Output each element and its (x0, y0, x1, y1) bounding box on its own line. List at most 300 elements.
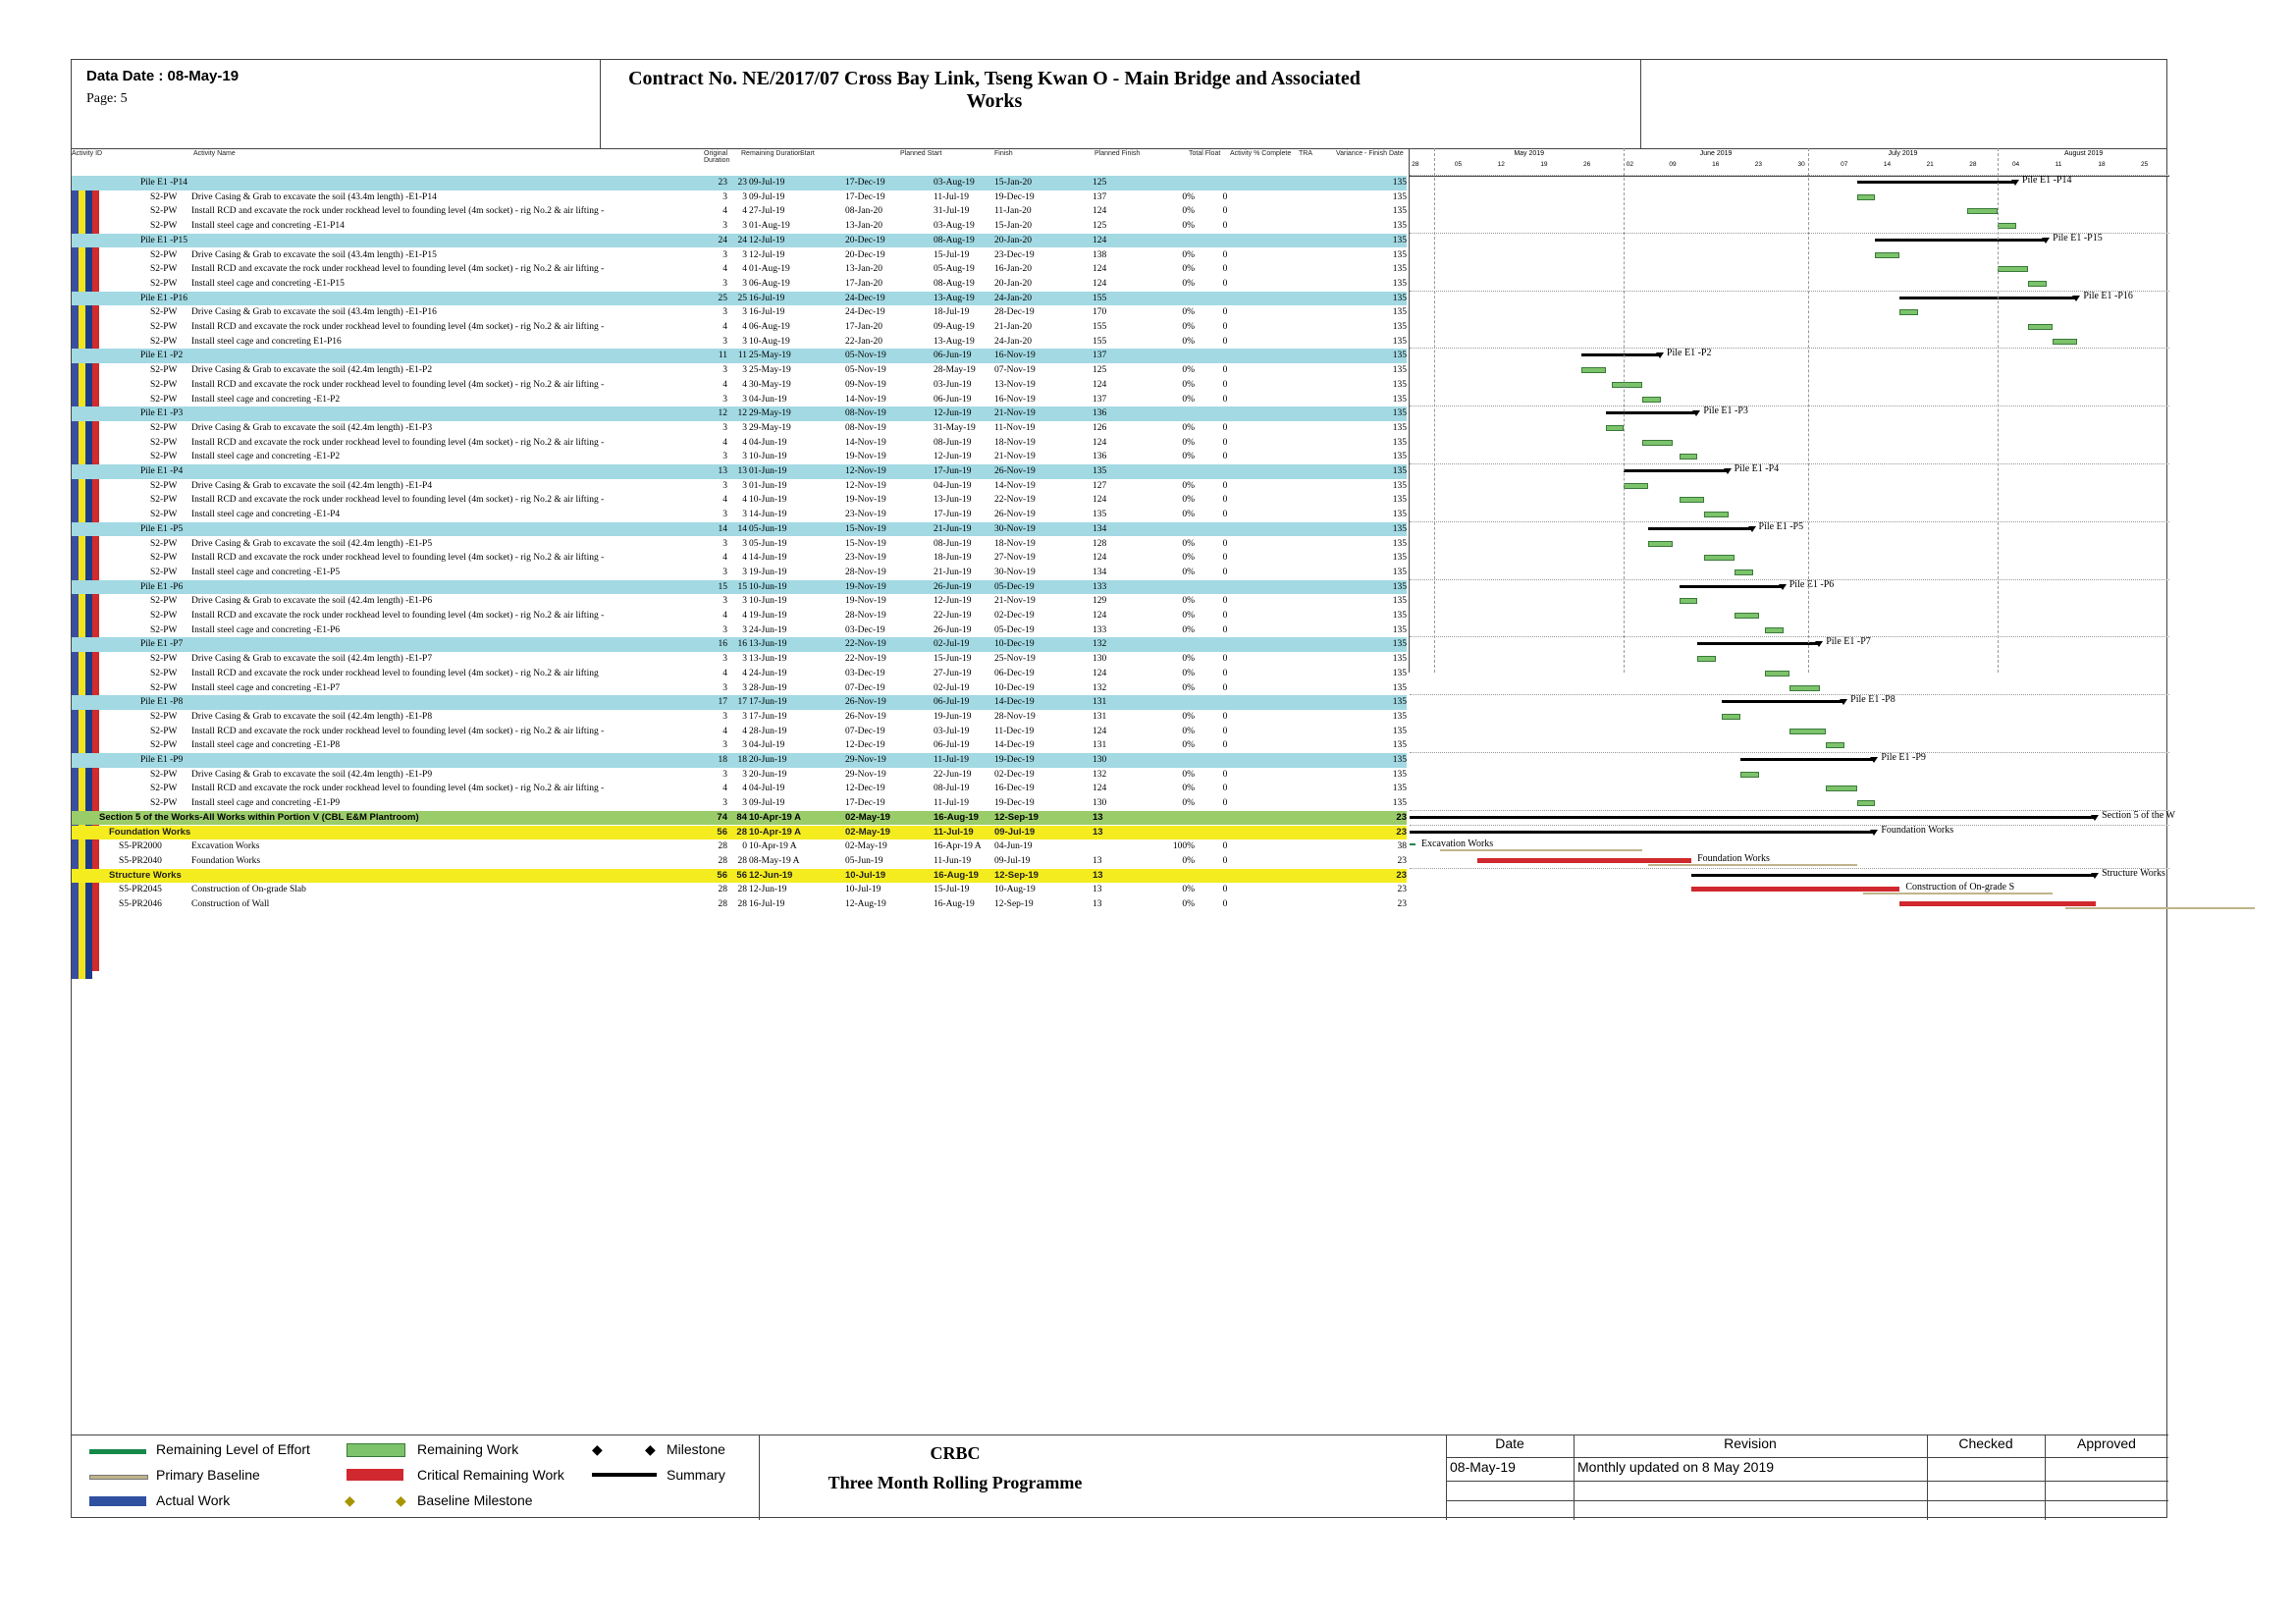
summary-bar[interactable] (1648, 527, 1752, 530)
summary-bar[interactable] (1680, 585, 1784, 588)
cell-rd: 3 (742, 394, 747, 405)
timeline-month: May 2019 (1514, 150, 1545, 157)
cell-fin: 19-Jun-19 (934, 711, 972, 722)
cell-pc: 0% (1182, 567, 1195, 577)
legend-milestone: Milestone (667, 1441, 725, 1457)
cell-pc: 0% (1182, 249, 1195, 260)
cell-od: 4 (722, 264, 727, 275)
cell-pc: 0% (1182, 899, 1195, 909)
col-header-remaining-duration[interactable]: Remaining Duration (741, 150, 802, 157)
timeline-week: 16 (1712, 161, 1720, 168)
cell-fin: 28-May-19 (934, 365, 976, 376)
table-row[interactable] (72, 537, 1407, 552)
summary-bar[interactable] (1722, 700, 1844, 703)
table-row[interactable] (72, 349, 1407, 363)
table-row[interactable] (72, 637, 1407, 652)
table-row[interactable] (72, 738, 1407, 753)
gantt-label: Pile E1 -P16 (2083, 290, 2133, 301)
table-row[interactable] (72, 450, 1407, 464)
remaining-work-bar[interactable] (1642, 440, 1673, 446)
table-row[interactable] (72, 753, 1407, 768)
actual-work-swatch (89, 1496, 146, 1506)
header-divider (1640, 60, 1641, 148)
cell-rd: 4 (742, 784, 747, 794)
table-row[interactable] (72, 305, 1407, 320)
subsection-name: Foundation Works (109, 826, 191, 838)
remaining-work-bar[interactable] (1704, 555, 1735, 561)
gantt-label: Pile E1 -P2 (1666, 348, 1712, 359)
activity-id: S2-PW (150, 365, 178, 376)
col-header-planned-start[interactable]: Planned Start (900, 150, 942, 157)
cell-start: 25-May-19 (749, 365, 791, 376)
table-row[interactable] (72, 609, 1407, 623)
cell-ps: 28-Nov-19 (845, 611, 886, 621)
remaining-work-bar[interactable] (1680, 497, 1704, 503)
cell-tf: 124 (1093, 495, 1107, 506)
table-row[interactable] (72, 826, 1407, 840)
summary-bar[interactable] (1410, 831, 1875, 834)
cell-ps: 12-Nov-19 (845, 466, 886, 476)
activity-id: S5-PR2040 (119, 855, 162, 866)
cell-pf: 02-Dec-19 (994, 611, 1035, 621)
cell-od: 4 (722, 322, 727, 332)
cell-var: 135 (1392, 452, 1407, 462)
remaining-work-bar[interactable] (1789, 685, 1820, 691)
summary-bar[interactable] (1624, 469, 1728, 472)
remaining-work-bar[interactable] (1765, 627, 1784, 633)
cell-rd: 25 (737, 293, 747, 303)
cell-rd: 3 (742, 711, 747, 722)
cell-rd: 4 (742, 206, 747, 217)
table-row[interactable] (72, 811, 1407, 826)
cell-rd: 3 (742, 596, 747, 607)
table-row[interactable] (72, 883, 1407, 897)
cell-ps: 15-Nov-19 (845, 538, 886, 549)
table-row[interactable] (72, 378, 1407, 393)
month-gridline (1624, 148, 1625, 673)
col-header-variance[interactable]: Variance - Finish Date (1336, 150, 1404, 157)
col-header-total-float[interactable]: Total Float (1189, 150, 1221, 157)
activity-name: Foundation Works (191, 855, 261, 866)
cell-od: 18 (718, 755, 727, 765)
cell-rd: 3 (742, 221, 747, 232)
table-row[interactable] (72, 436, 1407, 451)
cell-var: 135 (1392, 379, 1407, 390)
remaining-work-bar[interactable] (1789, 729, 1826, 734)
table-row[interactable] (72, 277, 1407, 292)
cell-start: 04-Jun-19 (749, 437, 787, 448)
cell-start: 09-Jul-19 (749, 191, 785, 202)
revision-header-date: Date (1495, 1435, 1524, 1451)
cell-ps: 22-Nov-19 (845, 639, 886, 650)
remaining-work-bar[interactable] (1967, 208, 1998, 214)
table-row[interactable] (72, 234, 1407, 248)
cell-pc: 0% (1182, 221, 1195, 232)
table-row[interactable] (72, 262, 1407, 277)
cell-tf: 125 (1093, 178, 1107, 188)
cell-var: 135 (1392, 798, 1407, 809)
cell-var: 135 (1392, 740, 1407, 751)
cell-tf: 127 (1093, 480, 1107, 491)
col-header-activity-name[interactable]: Activity Name (193, 150, 236, 157)
cell-fin: 16-Apr-19 A (934, 841, 982, 852)
cell-fin: 11-Jul-19 (934, 826, 974, 838)
cell-tra: 0 (1222, 784, 1228, 794)
cell-pc: 0% (1182, 596, 1195, 607)
cell-pf: 16-Nov-19 (994, 394, 1036, 405)
activity-name: Install RCD and excavate the rock under rockhead level to founding level (4m socket) - rig No.2 & air lifting - (191, 726, 605, 736)
timeline-week: 30 (1797, 161, 1805, 168)
cell-tra: 0 (1222, 855, 1228, 866)
summary-bar[interactable] (1899, 297, 2077, 299)
col-header-activity-id[interactable]: Activity ID (72, 150, 103, 157)
timeline-week: 28 (1412, 161, 1419, 168)
remaining-work-bar[interactable] (1648, 541, 1673, 547)
cell-tf: 137 (1093, 394, 1107, 405)
cell-ps: 23-Nov-19 (845, 553, 886, 564)
table-row[interactable] (72, 897, 1407, 912)
remaining-work-bar[interactable] (1680, 454, 1698, 460)
cell-ps: 09-Nov-19 (845, 379, 886, 390)
table-row[interactable] (72, 681, 1407, 696)
cell-tf: 131 (1093, 740, 1107, 751)
table-row[interactable] (72, 796, 1407, 811)
remaining-work-bar[interactable] (1899, 309, 1918, 315)
cell-fin: 05-Aug-19 (934, 264, 975, 275)
cell-fin: 13-Aug-19 (934, 293, 975, 303)
cell-tra: 0 (1222, 264, 1228, 275)
cell-pf: 09-Jul-19 (994, 855, 1031, 866)
cell-tf: 124 (1093, 668, 1107, 678)
table-row[interactable] (72, 839, 1407, 854)
cell-pf: 15-Jan-20 (994, 221, 1032, 232)
table-row[interactable] (72, 667, 1407, 681)
timeline-week: 04 (2011, 161, 2020, 168)
cell-tf: 132 (1093, 682, 1107, 693)
cell-od: 4 (722, 495, 727, 506)
activity-name: Drive Casing & Grab to excavate the soil (42.4m length) -E1-P3 (191, 422, 433, 433)
table-row[interactable] (72, 522, 1407, 537)
group-separator (1410, 636, 2169, 637)
cell-fin: 13-Jun-19 (934, 495, 972, 506)
cell-fin: 03-Jun-19 (934, 379, 972, 390)
remaining-work-bar[interactable] (1857, 800, 1876, 806)
cell-ps: 08-Nov-19 (845, 408, 886, 419)
cell-ps: 14-Nov-19 (845, 437, 886, 448)
col-header-original-duration[interactable]: Original Duration (704, 150, 730, 164)
cell-pf: 23-Dec-19 (994, 249, 1035, 260)
table-row[interactable] (72, 493, 1407, 508)
cell-tf: 13 (1093, 826, 1103, 838)
cell-od: 25 (718, 293, 727, 303)
cell-start: 16-Jul-19 (749, 293, 785, 303)
gantt-label: Section 5 of the W (2102, 809, 2175, 821)
cell-pf: 10-Dec-19 (994, 682, 1035, 693)
remaining-work-bar[interactable] (1581, 367, 1606, 373)
timeline-week: 09 (1669, 161, 1677, 168)
cell-start: 06-Aug-19 (749, 322, 790, 332)
col-header-percent-complete[interactable]: Activity % Complete (1230, 150, 1292, 157)
remaining-work-bar[interactable] (1998, 266, 2028, 272)
critical-remaining-work-bar[interactable] (1477, 858, 1691, 863)
summary-bar[interactable] (1875, 239, 2047, 242)
remaining-work-bar[interactable] (2053, 339, 2077, 345)
table-row[interactable] (72, 176, 1407, 190)
cell-start: 09-Jul-19 (749, 798, 785, 809)
cell-pf: 16-Nov-19 (994, 351, 1036, 361)
cell-od: 13 (718, 466, 727, 476)
table-row[interactable] (72, 768, 1407, 783)
cell-pf: 04-Jun-19 (994, 841, 1033, 852)
remaining-work-bar[interactable] (1606, 425, 1625, 431)
activity-name: Drive Casing & Grab to excavate the soil (42.4m length) -E1-P8 (191, 711, 433, 722)
cell-var: 135 (1392, 697, 1407, 708)
cell-pf: 12-Sep-19 (994, 869, 1039, 881)
table-row[interactable] (72, 363, 1407, 378)
cell-fin: 12-Jun-19 (934, 596, 972, 607)
cell-od: 12 (718, 408, 727, 419)
cell-tra: 0 (1222, 365, 1228, 376)
table-row[interactable] (72, 464, 1407, 479)
cell-od: 3 (722, 191, 727, 202)
table-row[interactable] (72, 869, 1407, 884)
table-row[interactable] (72, 335, 1407, 350)
table-row[interactable] (72, 479, 1407, 494)
timeline-month: August 2019 (2063, 150, 2104, 157)
cell-pf: 15-Jan-20 (994, 178, 1032, 188)
activity-name: Install steel cage and concreting -E1-P8 (191, 740, 341, 751)
cell-rd: 3 (742, 336, 747, 347)
activity-id: S2-PW (150, 798, 178, 809)
cell-ps: 19-Nov-19 (845, 495, 886, 506)
cell-tra: 0 (1222, 711, 1228, 722)
remaining-work-bar[interactable] (1740, 772, 1759, 778)
timeline-week: 14 (1883, 161, 1892, 168)
table-row[interactable] (72, 782, 1407, 796)
legend-remaining-level-of-effort: Remaining Level of Effort (156, 1441, 310, 1457)
activity-name: Install RCD and excavate the rock under rockhead level to founding level (4m socket) - rig No.2 & air lifting - (191, 611, 605, 621)
cell-rd: 13 (737, 466, 747, 476)
cell-fin: 21-Jun-19 (934, 523, 972, 534)
remaining-work-bar[interactable] (2028, 324, 2053, 330)
actual-work-bar[interactable] (1410, 843, 1415, 845)
cell-var: 135 (1392, 466, 1407, 476)
remaining-work-bar[interactable] (1722, 714, 1740, 720)
cell-ps: 10-Jul-19 (845, 885, 881, 895)
table-row[interactable] (72, 580, 1407, 595)
remaining-work-bar[interactable] (1680, 598, 1698, 604)
remaining-work-bar[interactable] (1735, 569, 1753, 575)
cell-start: 05-Jun-19 (749, 538, 787, 549)
cell-pf: 05-Dec-19 (994, 581, 1035, 592)
cell-ps: 17-Jan-20 (845, 322, 882, 332)
table-row[interactable] (72, 320, 1407, 335)
group-name: Pile E1 -P6 (140, 581, 184, 592)
cell-ps: 08-Jan-20 (845, 206, 882, 217)
cell-ps: 19-Nov-19 (845, 581, 886, 592)
activity-id: S2-PW (150, 538, 178, 549)
table-row[interactable] (72, 710, 1407, 725)
cell-tf: 155 (1093, 322, 1107, 332)
gantt-label: Pile E1 -P3 (1703, 406, 1748, 417)
critical-remaining-work-bar[interactable] (1691, 887, 1899, 892)
cell-od: 14 (718, 523, 727, 534)
cell-start: 12-Jun-19 (749, 885, 787, 895)
cell-var: 23 (1396, 826, 1407, 838)
cell-start: 01-Jun-19 (749, 466, 787, 476)
cell-pc: 0% (1182, 885, 1195, 895)
table-row[interactable] (72, 190, 1407, 205)
table-row[interactable] (72, 594, 1407, 609)
table-row[interactable] (72, 623, 1407, 638)
cell-pf: 19-Dec-19 (994, 191, 1035, 202)
cell-pf: 02-Dec-19 (994, 769, 1035, 780)
cell-fin: 12-Jun-19 (934, 408, 972, 419)
table-row[interactable] (72, 854, 1407, 869)
cell-pf: 22-Nov-19 (994, 495, 1036, 506)
remaining-work-bar[interactable] (1735, 613, 1759, 619)
cell-rd: 4 (742, 726, 747, 736)
remaining-work-bar[interactable] (2028, 281, 2047, 287)
summary-bar[interactable] (1606, 411, 1698, 414)
summary-bar[interactable] (1691, 874, 2096, 877)
gantt-chart (1409, 148, 2175, 893)
cell-pf: 21-Jan-20 (994, 322, 1032, 332)
cell-ps: 22-Nov-19 (845, 654, 886, 665)
revision-header-revision: Revision (1724, 1435, 1777, 1451)
table-row[interactable] (72, 421, 1407, 436)
cell-tra: 0 (1222, 553, 1228, 564)
table-row[interactable] (72, 219, 1407, 234)
activity-id: S2-PW (150, 624, 178, 635)
activity-name: Install steel cage and concreting -E1-P5 (191, 567, 341, 577)
cell-var: 135 (1392, 639, 1407, 650)
table-row[interactable] (72, 406, 1407, 421)
cell-rd: 11 (737, 351, 747, 361)
table-row[interactable] (72, 393, 1407, 407)
revision-rule (1446, 1500, 2168, 1501)
cell-ps: 17-Dec-19 (845, 178, 885, 188)
table-row[interactable] (72, 725, 1407, 739)
cell-tf: 137 (1093, 191, 1107, 202)
remaining-work-bar[interactable] (1697, 656, 1716, 662)
cell-fin: 09-Aug-19 (934, 322, 975, 332)
activity-name: Install steel cage and concreting E1-P16 (191, 336, 342, 347)
table-row[interactable] (72, 566, 1407, 580)
legend-remaining-work: Remaining Work (417, 1441, 519, 1457)
cell-fin: 08-Jun-19 (934, 538, 972, 549)
revision-header-approved: Approved (2077, 1435, 2136, 1451)
table-row[interactable] (72, 508, 1407, 522)
table-row[interactable] (72, 652, 1407, 667)
cell-rd: 4 (742, 437, 747, 448)
remaining-work-bar[interactable] (1998, 223, 2016, 229)
table-row[interactable] (72, 695, 1407, 710)
cell-rd: 4 (742, 553, 747, 564)
gantt-label: Pile E1 -P5 (1758, 520, 1804, 532)
summary-bar[interactable] (1581, 353, 1661, 356)
group-separator (1410, 752, 2169, 753)
remaining-work-bar[interactable] (1826, 785, 1856, 791)
cell-od: 3 (722, 221, 727, 232)
revision-date: 08-May-19 (1450, 1459, 1516, 1475)
cell-rd: 4 (742, 379, 747, 390)
timeline-week: 21 (1926, 161, 1934, 168)
cell-pf: 11-Dec-19 (994, 726, 1035, 736)
gantt-label: Pile E1 -P6 (1789, 578, 1835, 590)
table-row[interactable] (72, 292, 1407, 306)
remaining-work-bar[interactable] (1857, 194, 1876, 200)
cell-ps: 07-Dec-19 (845, 682, 885, 693)
col-header-tra[interactable]: TRA (1299, 150, 1312, 157)
cell-start: 19-Jun-19 (749, 567, 787, 577)
remaining-work-bar[interactable] (1826, 742, 1844, 748)
cell-tf: 125 (1093, 221, 1107, 232)
summary-bar[interactable] (1697, 642, 1820, 645)
cell-var: 23 (1397, 899, 1407, 909)
cell-tra: 0 (1222, 510, 1228, 520)
table-row[interactable] (72, 551, 1407, 566)
cell-tra: 0 (1222, 567, 1228, 577)
cell-start: 04-Jun-19 (749, 394, 787, 405)
cell-od: 28 (718, 841, 727, 852)
cell-pf: 21-Nov-19 (994, 596, 1036, 607)
cell-var: 23 (1397, 855, 1407, 866)
cell-pc: 0% (1182, 278, 1195, 289)
legend-critical-remaining-work: Critical Remaining Work (417, 1467, 564, 1483)
cell-pf: 10-Aug-19 (994, 885, 1036, 895)
col-header-planned-finish[interactable]: Planned Finish (1095, 150, 1141, 157)
activity-id: S2-PW (150, 422, 178, 433)
cell-fin: 11-Jul-19 (934, 191, 970, 202)
table-row[interactable] (72, 248, 1407, 263)
cell-start: 10-Apr-19 A (749, 811, 801, 823)
summary-bar[interactable] (1740, 758, 1875, 761)
remaining-work-bar[interactable] (1612, 382, 1642, 388)
summary-bar[interactable] (1857, 181, 2016, 184)
col-header-finish[interactable]: Finish (994, 150, 1013, 157)
remaining-work-bar[interactable] (1875, 252, 1899, 258)
cell-ps: 23-Nov-19 (845, 510, 886, 520)
remaining-work-bar[interactable] (1624, 483, 1648, 489)
activity-id: S2-PW (150, 726, 178, 736)
cell-fin: 11-Jul-19 (934, 755, 970, 765)
table-row[interactable] (72, 204, 1407, 219)
remaining-work-bar[interactable] (1642, 397, 1661, 403)
remaining-work-bar[interactable] (1765, 671, 1789, 677)
activity-id: S2-PW (150, 668, 178, 678)
cell-tra: 0 (1222, 437, 1228, 448)
cell-pf: 12-Sep-19 (994, 811, 1039, 823)
activity-name: Install RCD and excavate the rock under rockhead level to founding level (4m socket) - rig No.2 & air lifting - (191, 264, 605, 275)
cell-ps: 05-Nov-19 (845, 365, 886, 376)
activity-id: S2-PW (150, 784, 178, 794)
activity-id: S2-PW (150, 769, 178, 780)
critical-remaining-work-bar[interactable] (1899, 901, 2096, 906)
remaining-work-bar[interactable] (1704, 512, 1729, 517)
cell-tra: 0 (1222, 307, 1228, 318)
cell-pf: 18-Nov-19 (994, 538, 1036, 549)
col-header-start[interactable]: Start (800, 150, 815, 157)
cell-ps: 12-Dec-19 (845, 740, 885, 751)
summary-bar[interactable] (1410, 816, 2096, 819)
cell-var: 135 (1392, 567, 1407, 577)
activity-id: S2-PW (150, 394, 178, 405)
cell-tf: 138 (1093, 249, 1107, 260)
group-name: Pile E1 -P5 (140, 523, 184, 534)
cell-od: 4 (722, 784, 727, 794)
cell-tra: 0 (1222, 278, 1228, 289)
